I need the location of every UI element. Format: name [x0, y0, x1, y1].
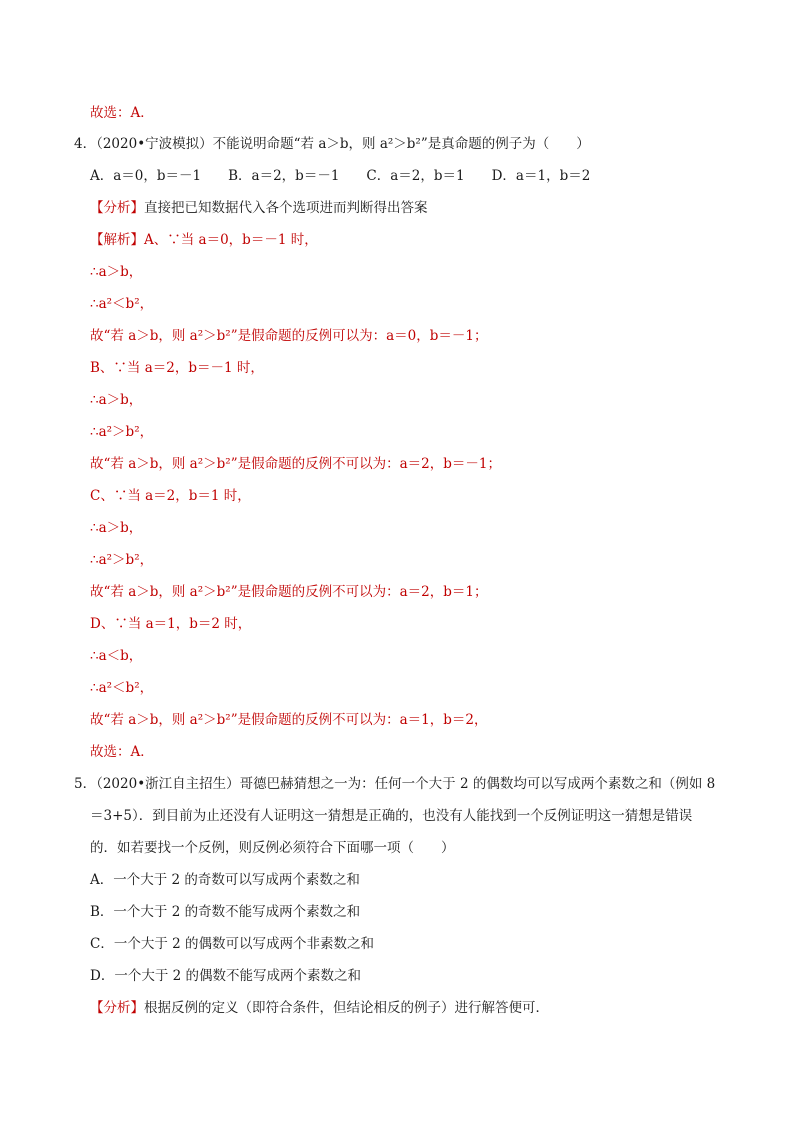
question-5-option-d: D．一个大于 2 的偶数不能写成两个素数之和: [90, 968, 361, 984]
analysis-body: 直接把已知数据代入各个选项进而判断得出答案: [144, 200, 428, 216]
question-5-stem-line-3: 的．如若要找一个反例，则反例必须符合下面哪一项（ ）: [90, 840, 455, 856]
section-tag: 【分析】: [90, 1000, 144, 1016]
question-5-stem-line-1: 5．（2020•浙江自主招生）哥德巴赫猜想之一为：任何一个大于 2 的偶数均可以写成两个素数之和（例如 8: [74, 776, 716, 792]
solution-line: 故“若 a＞b，则 a²＞b²”是假命题的反例不可以为：a＝2，b＝－1；: [90, 456, 501, 472]
question-5-stem-line-2: ＝3+5）．到目前为止还没有人证明这一猜想是正确的，也没有人能找到一个反例证明这一猜想是错误: [90, 808, 693, 824]
solution-line: ∴a＞b，: [90, 520, 143, 536]
solution-line: 故“若 a＞b，则 a²＞b²”是假命题的反例不可以为：a＝2，b＝1；: [90, 584, 488, 600]
answer-line-q4: 故选：A．: [90, 744, 154, 760]
solution-line: D、∵当 a＝1，b＝2 时，: [90, 616, 252, 632]
solution-line: C、∵当 a＝2，b＝1 时，: [90, 488, 251, 504]
solution-line: 【解析】A、∵当 a＝0，b＝－1 时，: [90, 232, 318, 248]
answer-line-q3: 故选：A．: [90, 105, 154, 121]
analysis-body: 根据反例的定义（即符合条件，但结论相反的例子）进行解答便可．: [144, 1000, 549, 1016]
solution-line: ∴a²＜b²，: [90, 680, 154, 696]
solution-line: ∴a²＜b²，: [90, 296, 154, 312]
question-5-option-a: A．一个大于 2 的奇数可以写成两个素数之和: [90, 872, 360, 888]
solution-line: ∴a＞b，: [90, 392, 143, 408]
solution-line: B、∵当 a＝2，b＝－1 时，: [90, 360, 264, 376]
solution-line: ∴a²＞b²，: [90, 424, 154, 440]
question-5-option-c: C．一个大于 2 的偶数可以写成两个非素数之和: [90, 936, 375, 952]
analysis-line-q4: [90, 198, 428, 218]
solution-line: 故“若 a＞b，则 a²＞b²”是假命题的反例可以为：a＝0，b＝－1；: [90, 328, 488, 344]
question-4-stem: 4．（2020•宁波模拟）不能说明命题“若 a＞b，则 a²＞b²”是真命题的例子为（ ）: [74, 136, 590, 152]
analysis-line-q5: [90, 998, 549, 1018]
question-4-options: A．a＝0，b＝－1 B．a＝2，b＝－1 C．a＝2，b＝1 D．a＝1，b＝2: [90, 168, 591, 184]
solution-line: 故“若 a＞b，则 a²＞b²”是假命题的反例不可以为：a＝1，b＝2，: [90, 712, 488, 728]
solution-line: ∴a²＞b²，: [90, 552, 154, 568]
solution-line: ∴a＜b，: [90, 648, 143, 664]
section-tag: 【分析】: [90, 200, 144, 216]
question-5-option-b: B．一个大于 2 的奇数不能写成两个素数之和: [90, 904, 361, 920]
solution-line: ∴a＞b，: [90, 264, 143, 280]
